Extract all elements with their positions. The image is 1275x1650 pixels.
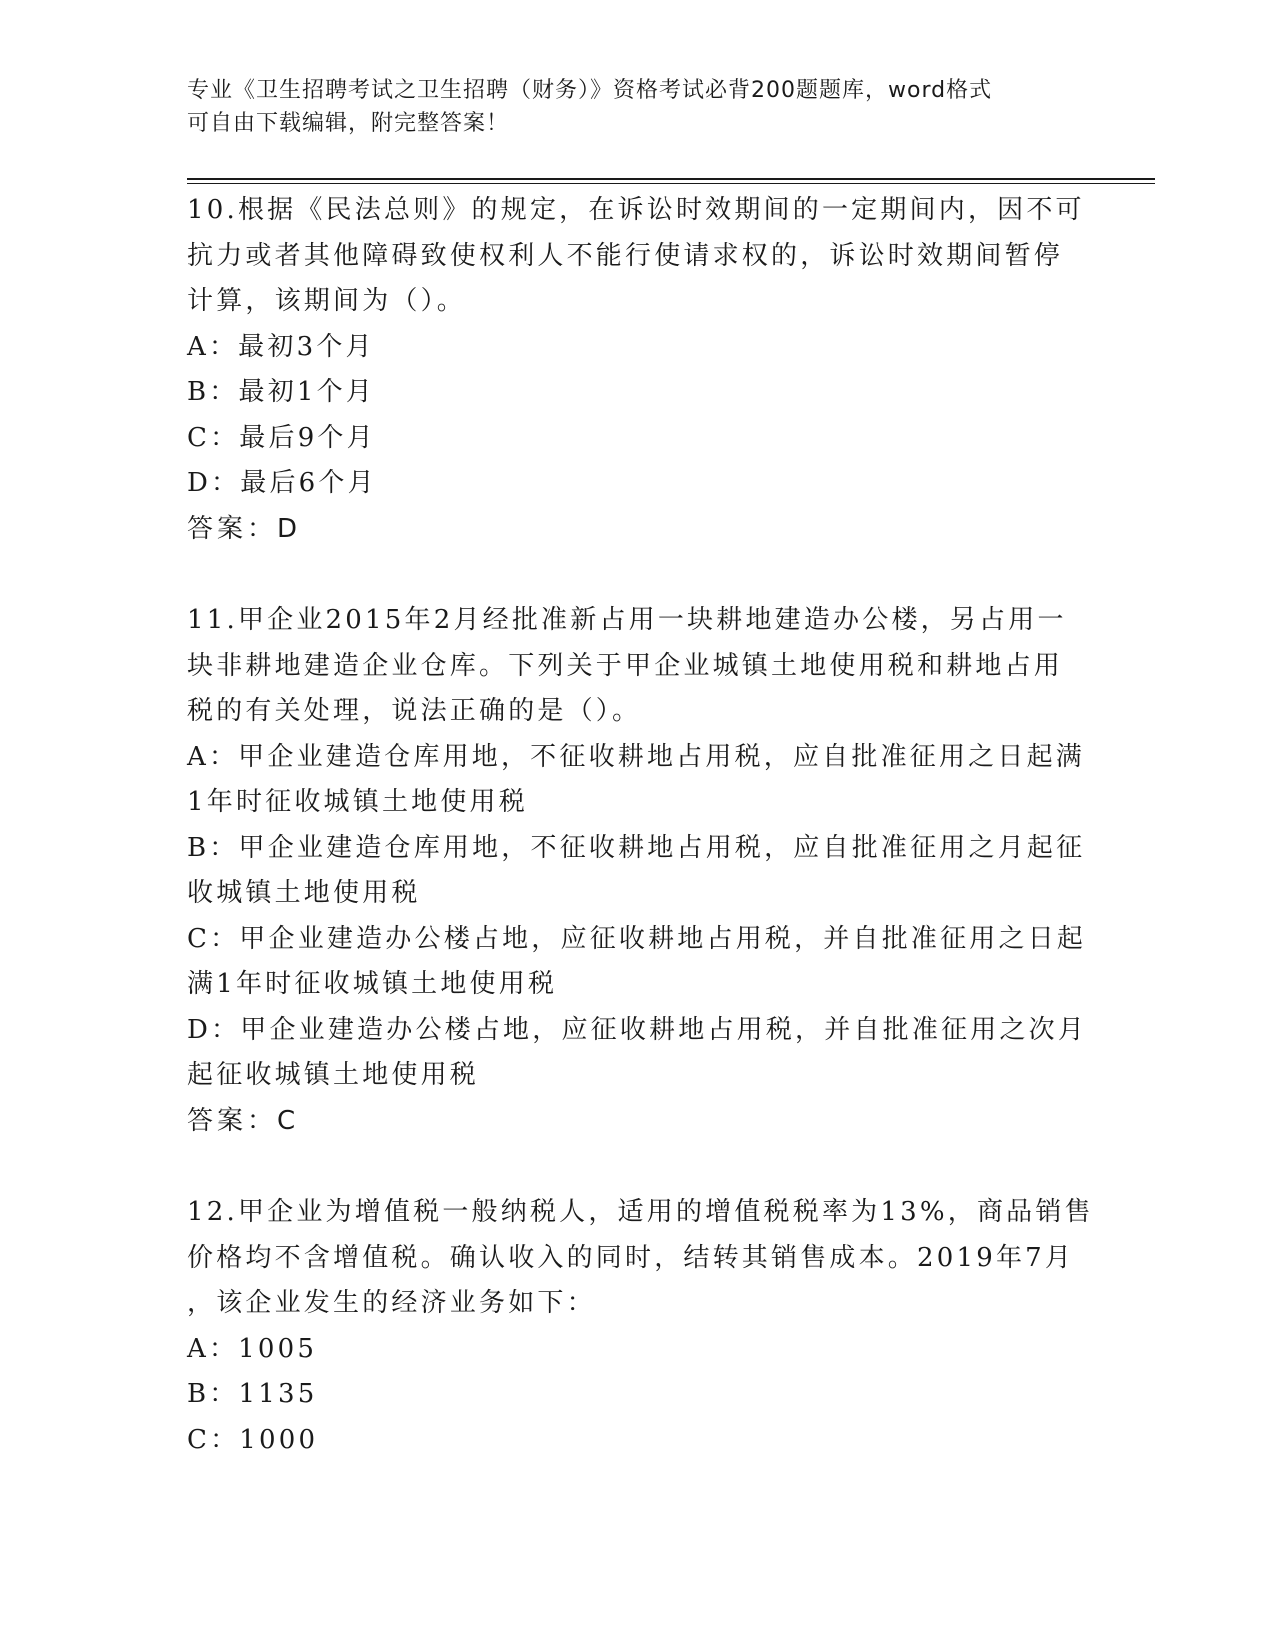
question-spacer: [187, 1144, 1087, 1190]
option-c: C：1000: [187, 1424, 319, 1455]
option-a-continued: 1年时征收城镇土地使用税: [187, 787, 528, 817]
document-header: [187, 74, 1087, 140]
answer-line: [187, 507, 1087, 553]
question-text-line: 12.甲企业为增值税一般纳税人，适用的增值税税率为13%，商品销售: [187, 1197, 1094, 1227]
question-text-line: 10.根据《民法总则》的规定，在诉讼时效期间的一定期间内，因不可: [187, 195, 1085, 225]
answer-label: 答案：: [187, 1105, 278, 1136]
question-text-line: 抗力或者其他障碍致使权利人不能行使请求权的，诉讼时效期间暂停: [187, 240, 1064, 271]
question-spacer: [187, 552, 1087, 598]
question-text-line: 块非耕地建造企业仓库。下列关于甲企业城镇土地使用税和耕地占用: [187, 650, 1064, 681]
answer-value: C: [277, 1105, 298, 1136]
question-text-line: 税的有关处理，说法正确的是（）。: [187, 696, 642, 726]
answer-line: [187, 1099, 1087, 1145]
header-divider-thick: [187, 178, 1155, 180]
question-text-line: 计算，该期间为（）。: [187, 286, 467, 316]
header-line-1: 专业《卫生招聘考试之卫生招聘（财务）》资格考试必背200题题库，word格式: [187, 78, 993, 103]
option-c-continued: 满1年时征收城镇土地使用税: [187, 969, 558, 999]
question-list: [187, 188, 1094, 1463]
option-b: B：1135: [187, 1379, 318, 1409]
option-a: A：甲企业建造仓库用地，不征收耕地占用税，应自批准征用之日起满: [187, 741, 1085, 772]
option-a: A：1005: [187, 1333, 318, 1364]
option-b: B：最初1个月: [187, 377, 376, 407]
option-b: B：甲企业建造仓库用地，不征收耕地占用税，应自批准征用之月起征: [187, 832, 1086, 863]
question-block: [187, 598, 1087, 1144]
header-divider-thin: [187, 183, 1155, 184]
header-line-2: 可自由下载编辑，附完整答案！: [187, 111, 510, 136]
question-block: [187, 188, 1087, 552]
question-text-line: 价格均不含增值税。确认收入的同时，结转其销售成本。2019年7月: [187, 1242, 1075, 1273]
question-text-line: ，该企业发生的经济业务如下：: [187, 1288, 596, 1318]
question-block: [187, 1190, 1094, 1463]
option-d: D：甲企业建造办公楼占地，应征收耕地占用税，并自批准征用之次月: [187, 1014, 1088, 1045]
option-c: C：甲企业建造办公楼占地，应征收耕地占用税，并自批准征用之日起: [187, 923, 1087, 954]
option-c: C：最后9个月: [187, 422, 376, 453]
option-b-continued: 收城镇土地使用税: [187, 878, 421, 908]
answer-value: D: [277, 513, 300, 544]
question-text-line: 11.甲企业2015年2月经批准新占用一块耕地建造办公楼，另占用一: [187, 605, 1067, 635]
answer-label: 答案：: [187, 513, 278, 544]
option-d: D：最后6个月: [187, 468, 377, 498]
option-d-continued: 起征收城镇土地使用税: [187, 1060, 480, 1090]
option-a: A：最初3个月: [187, 331, 375, 362]
